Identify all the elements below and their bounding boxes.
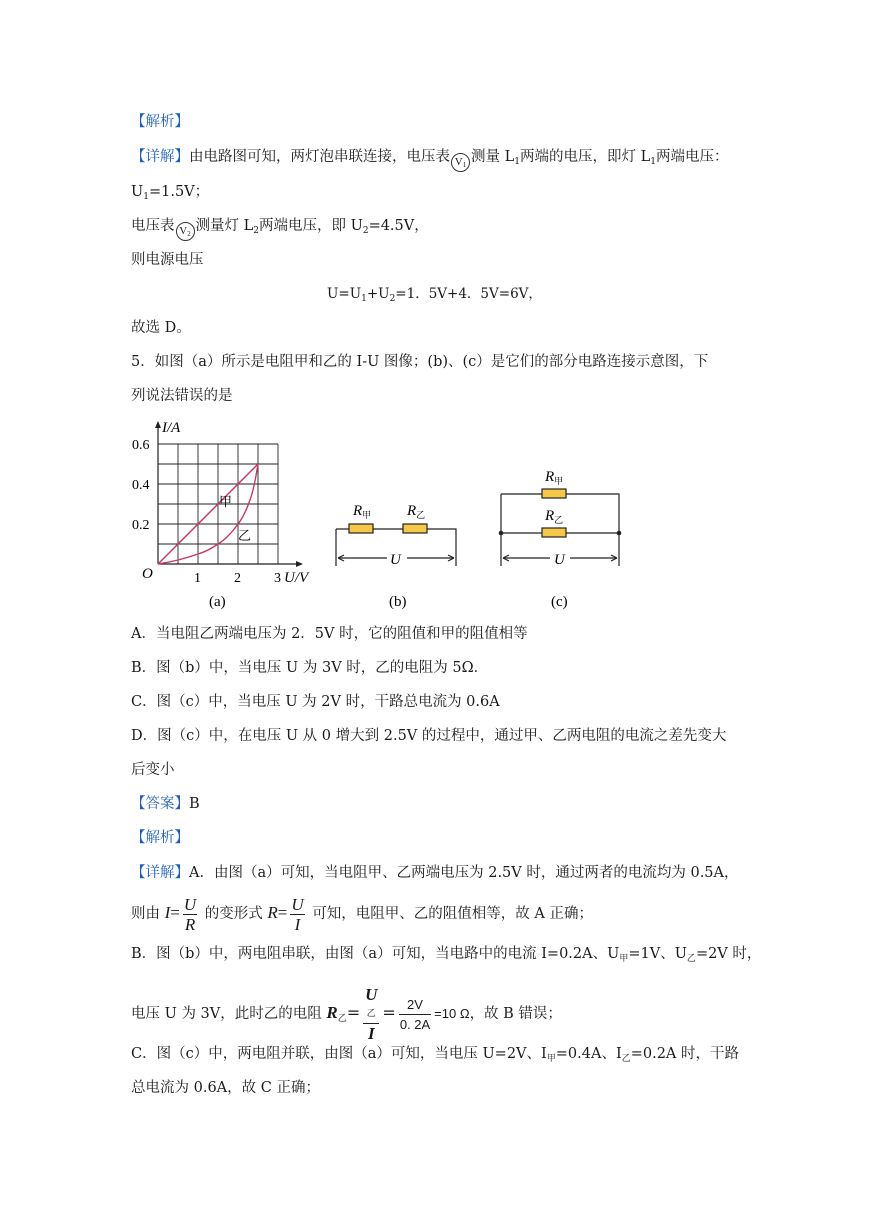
caption-b: (b) xyxy=(389,594,407,610)
chart-series xyxy=(158,464,258,564)
analysis-2-line-c2: 总电流为 0.6A，故 C 正确； xyxy=(131,1080,320,1096)
voltmeter-v1-icon: V1 xyxy=(451,153,470,172)
label-r-yi-b: $R_乙$ xyxy=(407,503,426,521)
label-r-jia-c: $R_甲$ xyxy=(545,469,564,487)
analysis-2-tag: 【解析】 xyxy=(131,830,189,846)
y-tick-label: 0.6 xyxy=(132,438,150,453)
x-tick-label: 1 xyxy=(194,571,201,586)
option-a: A．当电阻乙两端电压为 2．5V 时，它的阻值和甲的阻值相等 xyxy=(131,626,528,642)
analysis-line-3: 电压表 V2 测量灯 $L_2$两端电压，即 $U_2=4.5V$， xyxy=(131,216,429,241)
analysis-2-line-b1: B．图（b）中，两电阻串联，由图（a）可知，当电路中的电流 I=0.2A、$U_甲=1V$、$U_乙=2V$ 时， xyxy=(131,946,762,964)
resistance-value-fraction: $\frac{2V}{0. 2A}$ xyxy=(399,996,431,1032)
analysis-line-1: 【详解】由电路图可知，两灯泡串联连接，电压表 V1 测量 $L_1$两端的电压，即灯 $L_1$两端电压： xyxy=(131,147,728,172)
label-u-b: U xyxy=(390,552,401,568)
y-tick-label: 0.2 xyxy=(132,518,150,533)
analysis-2-line-a2: 则由 I= $\frac{U}{R}$ 的变形式 R= $\frac{U}{I}$ 可知，电阻甲、乙的阻值相等，故 A 正确； xyxy=(131,894,593,934)
question-5-line-1: 5．如图（a）所示是电阻甲和乙的 I-U 图像；(b)、(c）是它们的部分电路连接示意图，下 xyxy=(131,354,709,370)
resistor-jia-b xyxy=(349,524,373,533)
caption-a: (a) xyxy=(209,594,226,610)
option-d-line-2: 后变小 xyxy=(131,762,175,778)
chart-x-axis-label: U/V xyxy=(284,570,309,586)
voltmeter-v2-icon: V2 xyxy=(176,222,195,241)
series-label-yi: 乙 xyxy=(238,529,252,544)
ohm-law-fraction: $\frac{U}{R}$ xyxy=(183,894,197,934)
analysis-tag: 【解析】 xyxy=(131,114,189,130)
analysis-line-2: $U_1=1.5V$； xyxy=(131,184,210,202)
chart-y-axis-label: I/A xyxy=(162,420,181,436)
option-d-line-1: D．图（c）中，在电压 U 从 0 增大到 2.5V 的过程中，通过甲、乙两电阻的电流之差先变大 xyxy=(131,728,727,744)
x-axis-arrow-icon xyxy=(296,561,303,567)
analysis-line-4: 则电源电压 xyxy=(131,252,204,268)
resistor-yi-b xyxy=(403,524,427,533)
answer-value: B xyxy=(189,796,200,812)
resistance-calc-fraction: U 乙 I xyxy=(365,985,378,1043)
answer-line: 【答案】B xyxy=(131,796,200,812)
voltage-equation: $U=U_1+U_2=1$．5V+4．5V=6V， xyxy=(327,286,542,304)
analysis-conclusion: 故选 D。 xyxy=(131,320,191,336)
label-r-jia-b: $R_甲$ xyxy=(353,503,372,521)
resistance-fraction: $\frac{U}{I}$ xyxy=(291,894,304,934)
y-axis-arrow-icon xyxy=(155,421,161,428)
x-tick-label: 2 xyxy=(234,571,241,586)
series-line-jia xyxy=(158,464,258,564)
label-u-c: U xyxy=(554,552,565,568)
series-label-jia: 甲 xyxy=(219,495,233,510)
chart-origin-label: O xyxy=(142,566,153,582)
analysis-2-line-a1: 【详解】A．由图（a）可知，当电阻甲、乙两端电压为 2.5V 时，通过两者的电流均为 0.5A， xyxy=(131,865,739,881)
option-c: C．图（c）中，当电压 U 为 2V 时，干路总电流为 0.6A xyxy=(131,694,500,710)
resistor-yi-c xyxy=(542,528,566,537)
analysis-2-line-b2: 电压 U 为 3V，此时乙的电阻 $R_乙=$ U 乙 I = $\frac{2V}{0. 2A}$ =10 Ω，故 B 错误； xyxy=(131,985,562,1043)
x-tick-label: 3 xyxy=(274,571,281,586)
question-5-figure xyxy=(131,418,651,613)
junction-node-left xyxy=(499,531,504,536)
label-r-yi-c: $R_乙$ xyxy=(545,508,564,526)
caption-c: (c) xyxy=(551,594,568,610)
analysis-2-line-c1: C．图（c）中，两电阻并联，由图（a）可知，当电压 U=2V、$I_甲=0.4A$、$I_乙=0.2A$ 时，干路 xyxy=(131,1046,740,1064)
y-tick-label: 0.4 xyxy=(132,478,150,493)
option-b: B．图（b）中，当电压 U 为 3V 时，乙的电阻为 5Ω． xyxy=(131,660,489,676)
resistor-jia-c xyxy=(542,489,566,498)
junction-node-right xyxy=(617,531,622,536)
chart-a-iu-graph xyxy=(132,420,310,610)
question-5-line-2: 列说法错误的是 xyxy=(131,388,233,404)
